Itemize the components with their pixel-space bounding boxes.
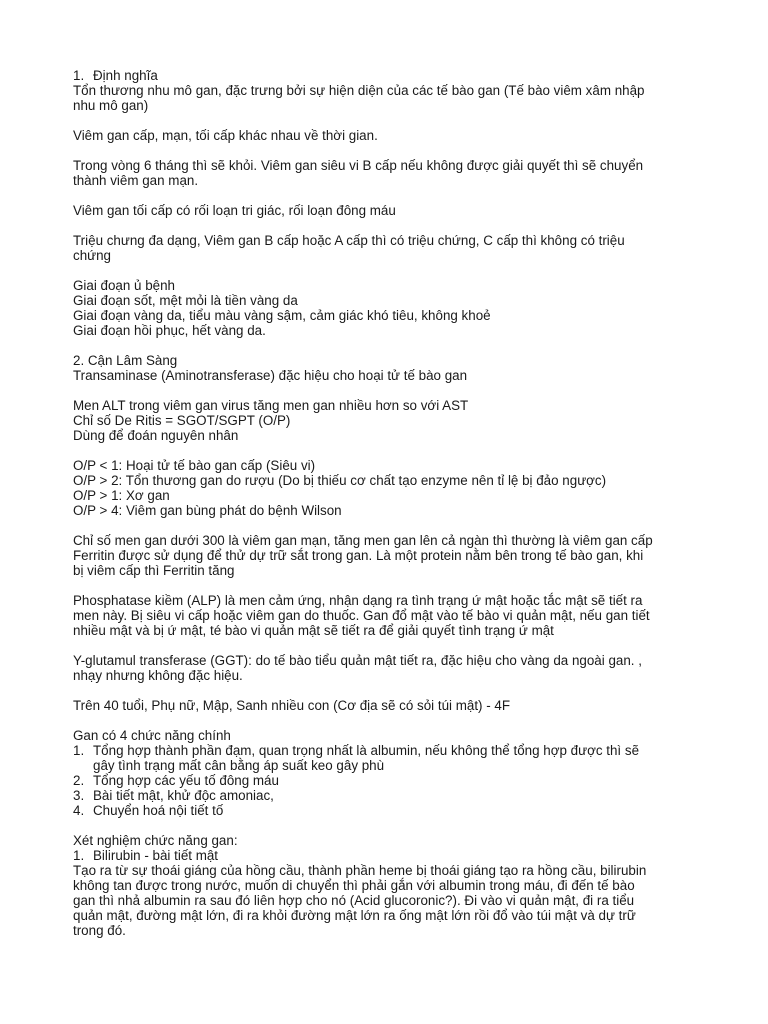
- numbered-list: [73, 848, 713, 863]
- text-line: Chuyển hoá nội tiết tố: [93, 803, 224, 818]
- text-line: Giai đoạn sốt, mệt mỏi là tiền vàng da: [73, 293, 298, 308]
- paragraph-gap: [73, 143, 713, 158]
- text-line: gan thì nhả albumin ra sau đó liên hợp cho nó (Acid glucoronic?). Đi vào vi quản mật, đi ra tiểu: [73, 893, 635, 908]
- text-line: Chỉ số De Ritis = SGOT/SGPT (O/P): [73, 413, 291, 428]
- text-line: Giai đoạn vàng da, tiểu màu vàng sậm, cảm giác khó tiêu, không khoẻ: [73, 308, 491, 323]
- paragraph: [73, 833, 713, 848]
- text-line: Triệu chưng đa dạng, Viêm gan B cấp hoặc A cấp thì có triệu chứng, C cấp thì không có triệu: [73, 233, 625, 248]
- text-line: men này. Bị siêu vi cấp hoặc viêm gan do thuốc. Gan đổ mật vào tế bào vi quản mật, nếu gan tiết: [73, 608, 650, 623]
- paragraph-gap: [73, 263, 713, 278]
- list-item: [73, 68, 713, 83]
- text-line: Chỉ số men gan dưới 300 là viêm gan mạn, tăng men gan lên cả ngàn thì thường là viêm gan cấp: [73, 533, 653, 548]
- paragraph-gap: [73, 713, 713, 728]
- text-line: Men ALT trong viêm gan virus tăng men gan nhiều hơn so với AST: [73, 398, 469, 413]
- paragraph: [73, 128, 713, 143]
- list-number: 4.: [73, 803, 85, 818]
- list-item: [73, 848, 713, 863]
- text-line: nhu mô gan): [73, 98, 149, 113]
- text-line: Tổn thương nhu mô gan, đặc trưng bởi sự hiện diện của các tế bào gan (Tế bào viêm xâm nhập: [73, 83, 645, 98]
- paragraph-gap: [73, 518, 713, 533]
- text-line: gây tình trạng mất cân bằng áp suất keo gây phù: [93, 758, 385, 773]
- text-line: O/P < 1: Hoại tử tế bào gan cấp (Siêu vi): [73, 458, 316, 473]
- numbered-list: [73, 743, 713, 818]
- text-line: O/P > 2: Tổn thương gan do rượu (Do bị thiếu cơ chất tạo enzyme nên tỉ lệ bị đảo ngược): [73, 473, 607, 488]
- paragraph: [73, 83, 713, 113]
- list-item-text: [93, 68, 713, 83]
- paragraph: [73, 863, 713, 938]
- text-line: Tổng hợp thành phần đạm, quan trọng nhất là albumin, nếu không thể tổng hợp được thì sẽ: [93, 743, 640, 758]
- text-line: thành viêm gan mạn.: [73, 173, 199, 188]
- paragraph: [73, 233, 713, 263]
- paragraph-gap: [73, 638, 713, 653]
- list-item: [73, 773, 713, 788]
- text-line: 2. Cận Lâm Sàng: [73, 353, 178, 368]
- paragraph-gap: [73, 188, 713, 203]
- text-line: O/P > 1: Xơ gan: [73, 488, 170, 503]
- paragraph-gap: [73, 683, 713, 698]
- paragraph-gap: [73, 218, 713, 233]
- text-line: không tan được trong nước, muốn di chuyển thì phải gắn với albumin trong máu, đi đến tế bào: [73, 878, 635, 893]
- list-number: 1.: [73, 848, 85, 863]
- list-number: 3.: [73, 788, 85, 803]
- list-number: 1.: [73, 743, 85, 758]
- text-line: Viêm gan cấp, mạn, tối cấp khác nhau về thời gian.: [73, 128, 378, 143]
- text-line: Trên 40 tuổi, Phụ nữ, Mập, Sanh nhiều con (Cơ địa sẽ có sỏi túi mật) - 4F: [73, 698, 511, 713]
- list-item: [73, 803, 713, 818]
- list-item-text: [93, 788, 713, 803]
- text-line: Tạo ra từ sự thoái giáng của hồng cầu, thành phần heme bị thoái giáng tạo ra hồng cầu, bilirubin: [73, 863, 647, 878]
- paragraph: [73, 398, 713, 443]
- text-line: quản mật, đường mật lớn, đi ra khỏi đường mật lớn ra ống mật lớn rồi đổ vào túi mật và dự trữ: [73, 908, 636, 923]
- list-item: [73, 788, 713, 803]
- text-line: Y-glutamul transferase (GGT): do tế bào tiểu quản mật tiết ra, đặc hiệu cho vàng da ngoài gan. ,: [73, 653, 642, 668]
- paragraph: [73, 158, 713, 188]
- paragraph: [73, 278, 713, 338]
- text-line: Xét nghiệm chức năng gan:: [73, 833, 238, 848]
- list-item-text: [93, 773, 713, 788]
- text-line: Giai đoạn ủ bệnh: [73, 278, 175, 293]
- text-line: Transaminase (Aminotransferase) đặc hiệu cho hoại tử tế bào gan: [73, 368, 468, 383]
- text-line: Bài tiết mật, khử độc amoniac,: [93, 788, 274, 803]
- paragraph: [73, 728, 713, 743]
- paragraph: [73, 458, 713, 518]
- paragraph: [73, 353, 713, 383]
- text-line: Trong vòng 6 tháng thì sẽ khỏi. Viêm gan siêu vi B cấp nếu không được giải quyết thì sẽ chuyển: [73, 158, 644, 173]
- list-number: 1.: [73, 68, 85, 83]
- text-line: Dùng để đoán nguyên nhân: [73, 428, 239, 443]
- paragraph-gap: [73, 338, 713, 353]
- text-line: nhiều mật và bị ứ mật, té bào vi quản mật sẽ tiết ra để giải quyết tình trạng ứ mật: [73, 623, 554, 638]
- text-line: Gan có 4 chức năng chính: [73, 728, 231, 743]
- paragraph: [73, 203, 713, 218]
- text-line: Giai đoạn hồi phục, hết vàng da.: [73, 323, 266, 338]
- text-line: chứng: [73, 248, 112, 263]
- text-line: Định nghĩa: [93, 68, 158, 83]
- paragraph-gap: [73, 443, 713, 458]
- list-item: [73, 743, 713, 773]
- paragraph-gap: [73, 818, 713, 833]
- text-line: Viêm gan tối cấp có rối loạn tri giác, rối loạn đông máu: [73, 203, 396, 218]
- list-item-text: [93, 803, 713, 818]
- paragraph: [73, 593, 713, 638]
- document-body: [73, 68, 713, 938]
- paragraph-gap: [73, 113, 713, 128]
- text-line: Phosphatase kiềm (ALP) là men cảm ứng, nhận dạng ra tình trạng ứ mật hoặc tắc mật sẽ tiết ra: [73, 593, 643, 608]
- list-item-text: [93, 743, 713, 773]
- list-item-text: [93, 848, 713, 863]
- text-line: bị viêm cấp thì Ferritin tăng: [73, 563, 235, 578]
- text-line: trong đó.: [73, 923, 126, 938]
- paragraph-gap: [73, 383, 713, 398]
- text-line: O/P > 4: Viêm gan bùng phát do bệnh Wilson: [73, 503, 342, 518]
- paragraph: [73, 698, 713, 713]
- text-line: nhạy nhưng không đặc hiệu.: [73, 668, 243, 683]
- paragraph-gap: [73, 578, 713, 593]
- paragraph: [73, 653, 713, 683]
- numbered-list: [73, 68, 713, 83]
- text-line: Bilirubin - bài tiết mật: [93, 848, 219, 863]
- paragraph: [73, 533, 713, 578]
- text-line: Tổng hợp các yếu tố đông máu: [93, 773, 279, 788]
- text-line: Ferritin được sử dụng để thử dự trữ sắt trong gan. Là một protein nằm bên trong tế bào gan, khi: [73, 548, 644, 563]
- list-number: 2.: [73, 773, 85, 788]
